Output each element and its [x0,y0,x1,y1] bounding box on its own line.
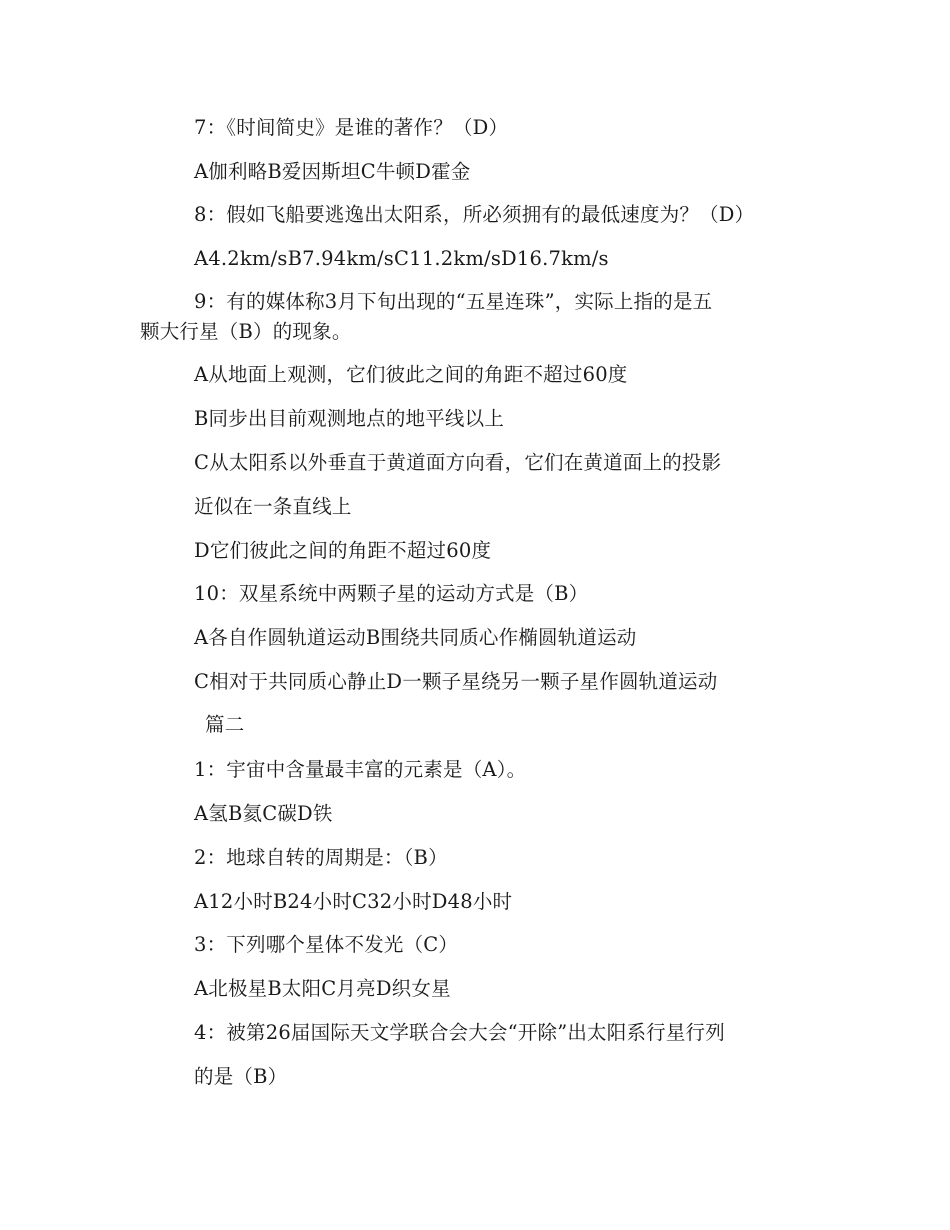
question-10-options-cd: C相对于共同质心静止D一颗子星绕另一颗子星作圆轨道运动 [194,670,718,693]
part2-question-4-continued: 的是（B） [194,1065,288,1088]
question-8: 8：假如飞船要逃逸出太阳系，所必须拥有的最低速度为？（D） [194,203,755,226]
question-9-option-b: B同步出目前观测地点的地平线以上 [194,407,505,430]
part2-question-2: 2：地球自转的周期是：（B） [194,846,448,869]
question-9: 9：有的媒体称3月下旬出现的“五星连珠”，实际上指的是五 [194,290,713,313]
question-9-option-a: A从地面上观测，它们彼此之间的角距不超过60度 [194,363,628,386]
part2-question-3-options: A北极星B太阳C月亮D织女星 [194,977,451,1000]
section-heading: 篇二 [205,713,245,736]
part2-question-2-options: A12小时B24小时C32小时D48小时 [194,890,513,913]
question-10-options-ab: A各自作圆轨道运动B围绕共同质心作椭圆轨道运动 [194,626,637,649]
question-8-options: A4.2km/sB7.94km/sC11.2km/sD16.7km/s [194,247,609,270]
question-10: 10：双星系统中两颗子星的运动方式是（B） [194,582,589,605]
part2-question-1: 1：宇宙中含量最丰富的元素是（A）。 [194,758,527,781]
part2-question-3: 3：下列哪个星体不发光（C） [194,933,459,956]
question-9-option-c: C从太阳系以外垂直于黄道面方向看，它们在黄道面上的投影 [194,451,722,474]
question-9-option-d: D它们彼此之间的角距不超过60度 [194,539,492,562]
part2-question-1-options: A氢B氦C碳D铁 [194,802,333,825]
question-7: 7：《时间简史》是谁的著作？（D） [194,116,509,139]
question-7-options: A伽利略B爱因斯坦C牛顿D霍金 [194,160,471,183]
question-9-continued: 颗大行星（B）的现象。 [140,320,352,343]
question-9-option-c-continued: 近似在一条直线上 [194,495,352,518]
part2-question-4: 4：被第26届国际天文学联合会大会“开除”出太阳系行星行列 [194,1021,725,1044]
